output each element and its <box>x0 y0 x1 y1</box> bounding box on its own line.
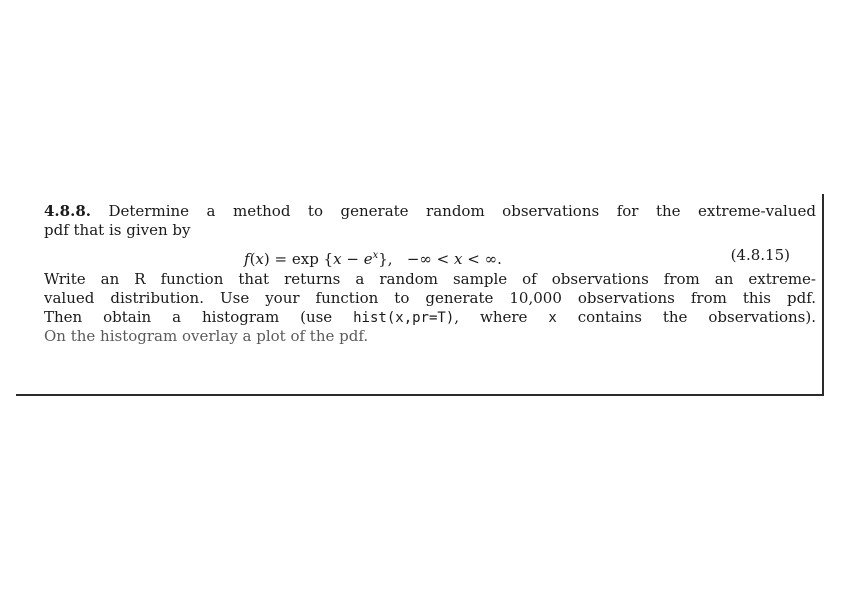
body-text-3c: contains the observations). <box>556 308 816 326</box>
eq-f: f <box>244 250 250 268</box>
intro-text-1: Determine a method to generate random observations for the extreme-valued <box>108 202 816 220</box>
body-line-4 <box>44 327 816 346</box>
body-line-2 <box>44 289 816 308</box>
eq-x2: x <box>333 250 342 268</box>
textbook-excerpt <box>16 194 824 396</box>
eq-domain-b: < ∞. <box>462 250 502 268</box>
exercise-number: 4.8.8. <box>44 202 91 220</box>
intro-line-1 <box>44 202 816 221</box>
eq-x3: x <box>454 250 463 268</box>
code-hist: hist(x,pr=T) <box>353 310 455 326</box>
equation-row <box>44 240 816 270</box>
eq-e: e <box>363 250 373 268</box>
intro-line-2 <box>44 221 816 240</box>
body-text-2: valued distribution. Use your function to generate 10,000 observations from this pdf. <box>44 289 816 307</box>
body-text-3a: Then obtain a histogram (use <box>44 308 354 326</box>
eq-sign: = exp { <box>269 250 334 268</box>
body-text-3b: , where <box>454 308 549 326</box>
eq-x1: x <box>255 250 264 268</box>
intro-text-2: pdf that is given by <box>44 221 191 239</box>
body-text-1: Write an R function that returns a random sample of observations from an extreme- <box>44 270 816 288</box>
eq-close: }, <box>378 250 393 268</box>
eq-exponent: x <box>372 250 379 261</box>
exercise-text <box>44 202 816 346</box>
equation-number: (4.8.15) <box>730 246 790 264</box>
eq-minus: − <box>341 250 364 268</box>
code-x: x <box>548 310 557 326</box>
body-text-4: On the histogram overlay a plot of the pdf. <box>44 327 369 345</box>
pdf-equation: $f(x) = \exp \{x - e^x\}$, −∞ < x < ∞. <box>244 250 502 268</box>
eq-domain-a: −∞ < <box>406 250 455 268</box>
body-line-1 <box>44 270 816 289</box>
body-line-3 <box>44 308 816 327</box>
